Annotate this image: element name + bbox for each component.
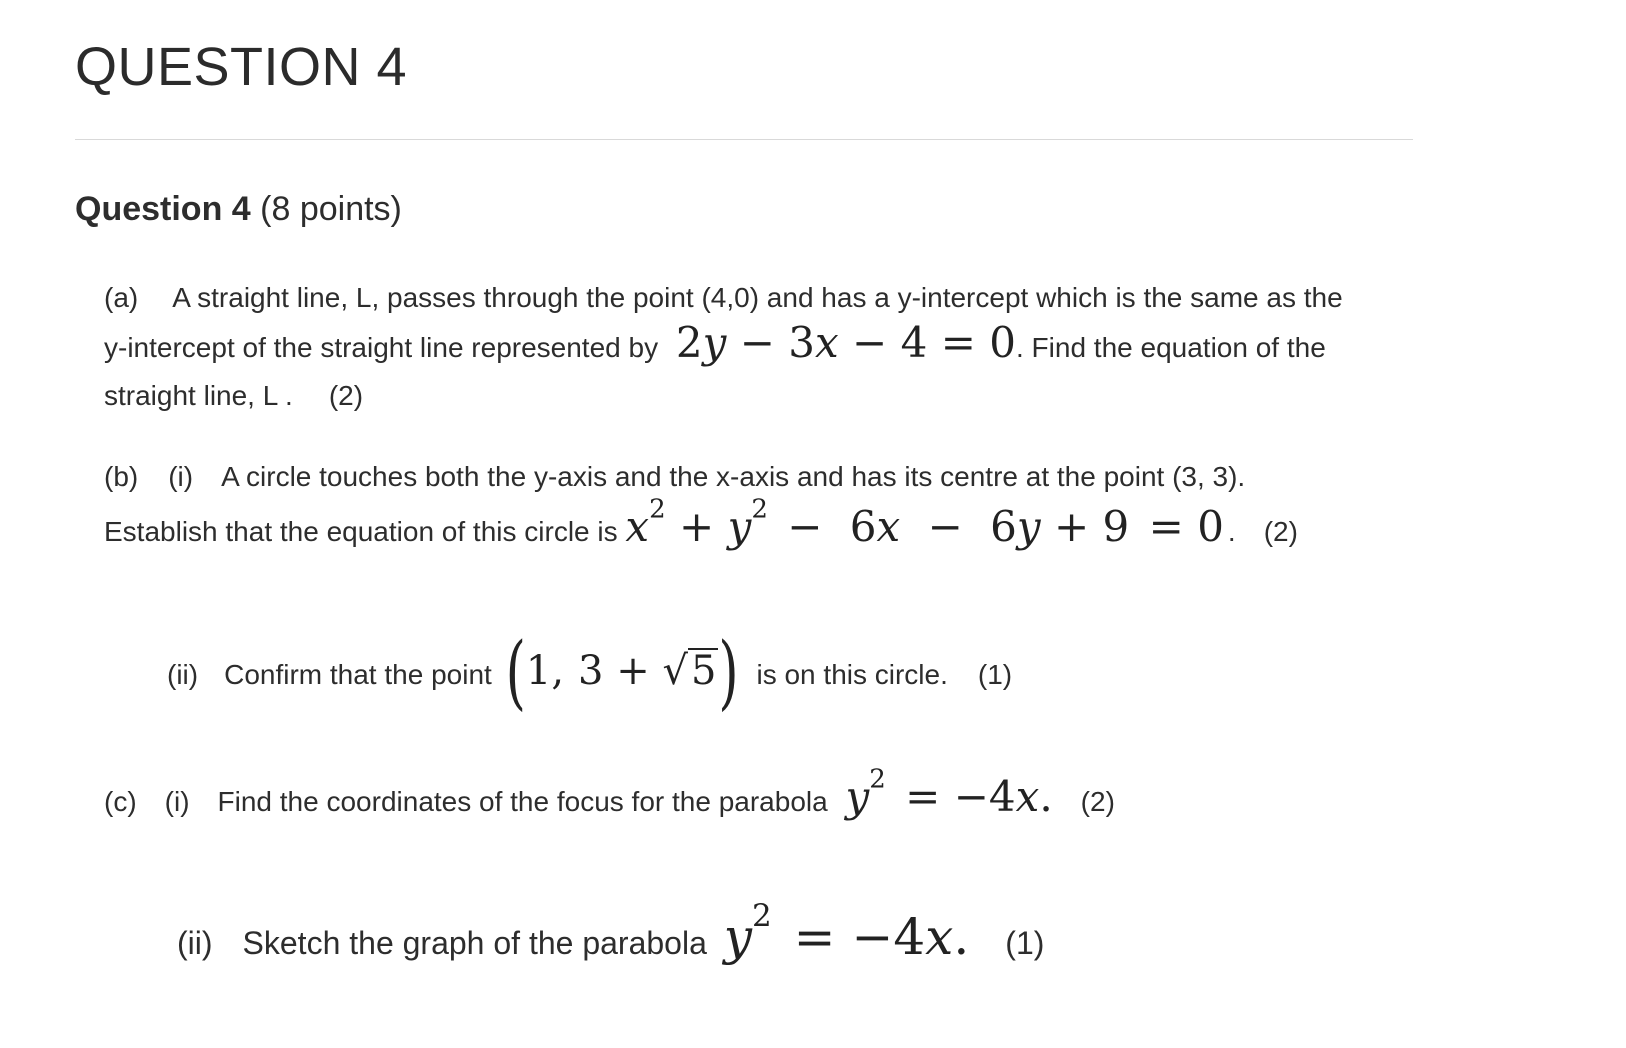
question-name: Question 4 xyxy=(75,190,251,228)
page-title: QUESTION 4 xyxy=(75,37,408,97)
eq-op: = xyxy=(793,908,836,966)
part-b-ii-marks: (1) xyxy=(977,659,1013,690)
eq-var: y xyxy=(727,502,752,551)
part-a-line-1 xyxy=(104,282,1343,314)
eq-op: − xyxy=(852,318,888,367)
part-b-marks: (2) xyxy=(1263,516,1298,547)
eq-term: 0 xyxy=(989,318,1016,367)
eq-op: − xyxy=(927,502,963,551)
part-b-ii-text-1: Confirm that the point xyxy=(224,659,492,690)
eq-exponent: 2 xyxy=(751,494,768,525)
eq-var: y xyxy=(1016,502,1041,551)
open-paren: ( xyxy=(505,626,526,720)
part-b-ii-label: (ii) xyxy=(167,659,199,690)
part-a-text-4: straight line, L . xyxy=(104,380,293,411)
part-c-ii-marks: (1) xyxy=(1005,925,1045,961)
question-points: (8 points) xyxy=(260,190,402,228)
parabola-equation-2 xyxy=(723,898,970,966)
eq-term: 1, xyxy=(525,648,565,694)
radicand: 5 xyxy=(688,648,718,692)
eq-term: 9 xyxy=(1102,502,1130,551)
eq-var: x xyxy=(815,318,839,367)
part-c-marks: (2) xyxy=(1080,786,1115,817)
part-c-sub-label: (i) xyxy=(164,786,190,817)
eq-var: y xyxy=(702,318,727,367)
part-a-line-2 xyxy=(104,318,1326,367)
eq-term: −4 xyxy=(851,908,926,966)
part-b-ii-text-2: is on this circle. xyxy=(756,659,948,690)
part-a-text-3: . Find the equation of the xyxy=(1016,332,1326,363)
eq-term: 2 xyxy=(675,318,703,367)
eq-op: + xyxy=(1053,502,1090,551)
parabola-equation-1 xyxy=(845,764,1053,821)
part-a-text-2: y-intercept of the straight line represented by xyxy=(104,332,659,363)
eq-period: . xyxy=(1039,772,1053,821)
question-heading xyxy=(75,190,402,229)
header-divider xyxy=(75,139,1413,140)
eq-term: 6 xyxy=(990,502,1017,551)
eq-period: . xyxy=(953,908,970,966)
part-a-text-1: A straight line, L, passes through the point (4,0) and has a y-intercept which is the same as the xyxy=(172,282,1343,313)
sqrt-sign: √ xyxy=(662,648,688,694)
part-c-ii-text: Sketch the graph of the parabola xyxy=(242,925,707,961)
part-b-text-1: A circle touches both the y-axis and the x-axis and has its centre at the point (3, 3). xyxy=(221,461,1246,492)
eq-op: = xyxy=(940,318,976,367)
eq-var: x xyxy=(625,502,650,551)
part-a-marks: (2) xyxy=(328,380,364,411)
eq-op: + xyxy=(616,648,650,694)
eq-exponent: 2 xyxy=(869,764,886,795)
eq-term: 3 xyxy=(578,648,604,694)
part-b-equation xyxy=(625,494,1224,551)
part-b-sub-label: (i) xyxy=(168,461,194,492)
eq-var: x xyxy=(1015,772,1040,821)
eq-var: y xyxy=(723,908,752,966)
eq-op: = xyxy=(1148,502,1184,551)
part-b-text-2: Establish that the equation of this circle is xyxy=(104,516,618,547)
eq-var: y xyxy=(845,772,870,821)
part-b-period: . xyxy=(1227,516,1236,547)
part-b-label: (b) xyxy=(104,461,139,492)
part-b-line-1 xyxy=(104,461,1245,493)
eq-term: 0 xyxy=(1197,502,1224,551)
eq-term: −4 xyxy=(953,772,1016,821)
eq-var: x xyxy=(925,908,954,966)
part-a-label: (a) xyxy=(104,282,139,313)
part-b-line-2 xyxy=(104,494,1298,551)
eq-exponent: 2 xyxy=(649,494,666,525)
eq-term: 3 xyxy=(788,318,815,367)
close-paren: ) xyxy=(718,626,739,720)
part-b-ii-line xyxy=(167,626,1013,720)
point-expression xyxy=(505,626,739,720)
eq-op: + xyxy=(679,502,715,551)
part-a-equation xyxy=(676,318,1016,367)
part-c-line xyxy=(104,764,1115,821)
eq-var: x xyxy=(876,502,901,551)
square-root xyxy=(662,644,718,694)
eq-term: 6 xyxy=(849,502,877,551)
eq-exponent: 2 xyxy=(752,898,772,935)
eq-term: 4 xyxy=(900,318,928,367)
part-c-ii-label: (ii) xyxy=(177,925,213,961)
part-c-ii-line xyxy=(177,898,1045,966)
part-a-line-3 xyxy=(104,380,363,412)
part-c-label: (c) xyxy=(104,786,137,817)
eq-op: = xyxy=(905,772,941,821)
part-c-text: Find the coordinates of the focus for the parabola xyxy=(217,786,828,817)
eq-op: − xyxy=(739,318,775,367)
eq-op: − xyxy=(787,502,823,551)
